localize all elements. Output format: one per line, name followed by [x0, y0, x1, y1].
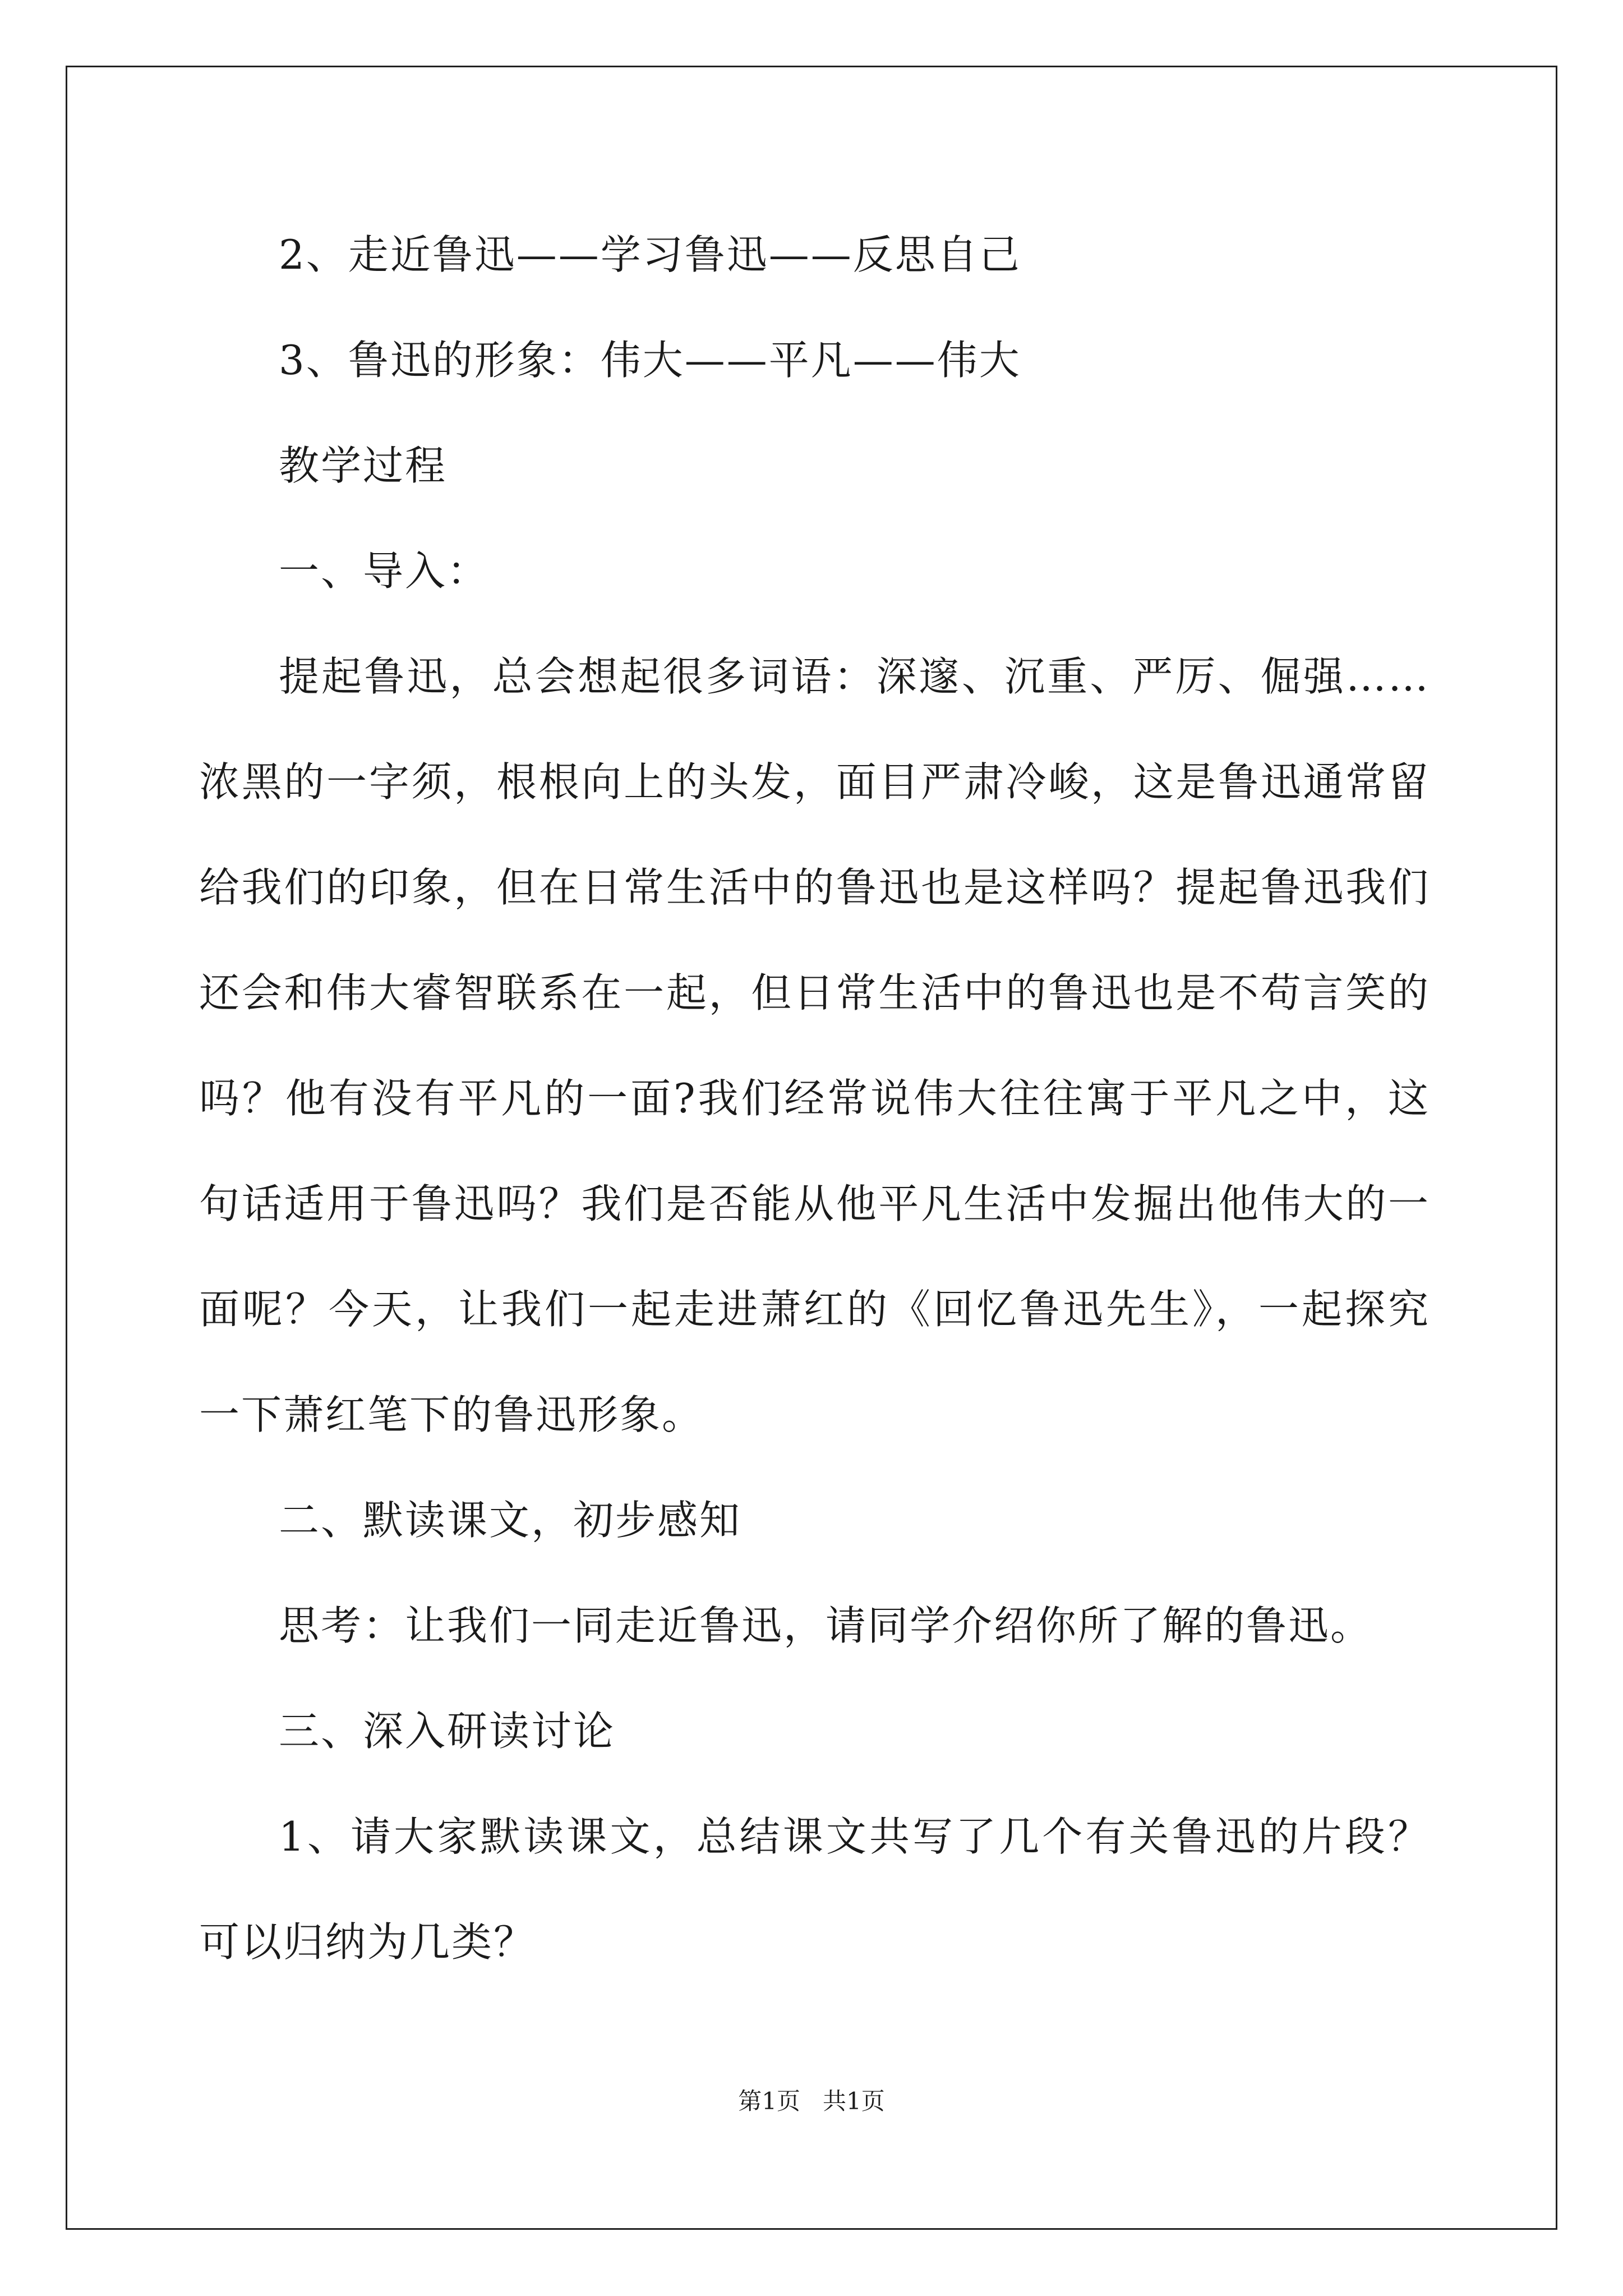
paragraph-thinking-question: 思考：让我们一同走近鲁迅，请同学介绍你所了解的鲁迅。	[279, 1602, 1373, 1649]
section-heading-in-depth-discussion: 三、深入研读讨论	[279, 1708, 616, 1755]
paragraph-introduction-text: 提起鲁迅，总会想起很多词语：深邃、沉重、严厉、倔强……浓黑的一字须，根根向上的头发，面目严肃冷峻，这是鲁迅通常留给我们的印象，但在日常生活中的鲁迅也是这样吗？提起鲁迅我们还会和伟大睿智联系在一起，但日常生活中的鲁迅也是不苟言笑的吗？他有没有平凡的一面?我们经常说伟大往往寓于平凡之中，这句话适用于鲁迅吗？我们是否能从他平凡生活中发掘出他伟大的一面呢？今天，让我们一起走进萧红的《回忆鲁迅先生》，一起探究一下萧红笔下的鲁迅形象。	[199, 653, 1430, 1438]
document-body	[199, 202, 1430, 1995]
section-heading-silent-reading: 二、默读课文，初步感知	[279, 1497, 742, 1544]
paragraph-discussion-question-1: 1、请大家默读课文，总结课文共写了几个有关鲁迅的片段？可以归纳为几类？	[199, 1813, 1430, 1966]
paragraph-goal-3: 3、鲁迅的形象：伟大——平凡——伟大	[279, 337, 1021, 384]
section-heading-introduction: 一、导入：	[279, 547, 490, 595]
section-heading-teaching-process: 教学过程	[279, 442, 448, 489]
paragraph-goal-2: 2、走近鲁迅——学习鲁迅——反思自己	[279, 231, 1021, 278]
page-footer: 第1页 共1页	[738, 2087, 885, 2115]
